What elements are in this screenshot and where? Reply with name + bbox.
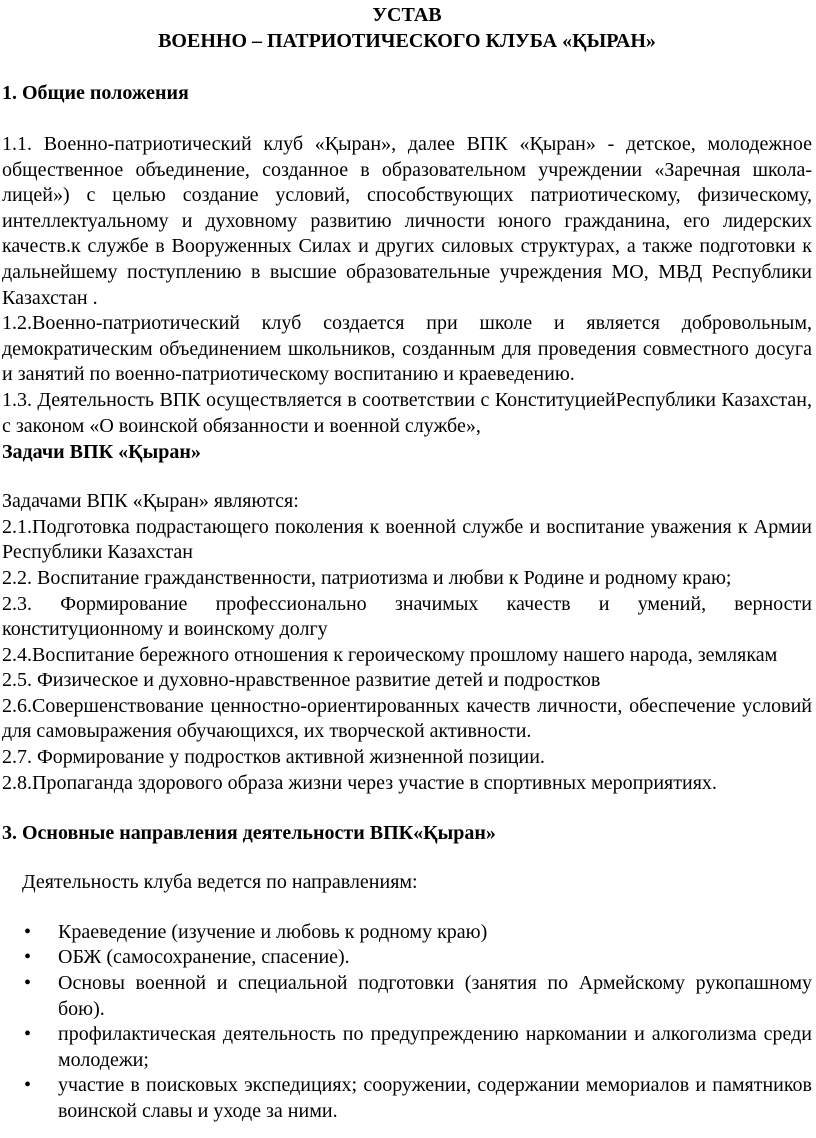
task-item: 2.8.Пропаганда здорового образа жизни через участие в спортивных мероприятиях. <box>2 771 717 794</box>
section-1-heading: 1. Общие положения <box>2 82 189 104</box>
list-item-text: Основы военной и специальной подготовки (занятия по Армейскому рукопашному бою). <box>58 972 812 1020</box>
list-item <box>2 1022 812 1073</box>
spacer <box>2 465 812 489</box>
task-item: 2.6.Совершенствование ценностно-ориентированных качеств личности, обеспечение условий для самовыражения обучающихся, их творческой активности. <box>2 694 812 743</box>
task-item: 2.4.Воспитание бережного отношения к героическому прошлому нашего народа, землякам <box>2 643 778 666</box>
paragraph-1-3: 1.3. Деятельность ВПК осуществляется в соответствии с КонституциейРеспублики Казахстан, с законом «О воинской обязанности и военной службе», <box>2 388 812 437</box>
task-item: 2.2. Воспитание гражданственности, патриотизма и любви к Родине и родному краю; <box>2 566 732 589</box>
spacer <box>2 54 812 80</box>
list-item-text: профилактическая деятельность по предупреждению наркомании и алкоголизма среди молодежи; <box>58 1023 812 1071</box>
list-item <box>2 971 812 1022</box>
paragraph-1-2: 1.2.Военно-патриотический клуб создается при школе и является добровольным, демократическим объединением школьников, созданным для проведения совместного досуга и занятий по военно-патриотическому воспитанию и краеведению. <box>2 312 812 386</box>
document-subtitle: ВОЕННО – ПАТРИОТИЧЕСКОГО КЛУБА «ҚЫРАН» <box>158 30 656 52</box>
task-item: 2.5. Физическое и духовно-нравственное развитие детей и подростков <box>2 669 601 692</box>
bullet-icon: • <box>24 920 32 943</box>
bullet-icon: • <box>24 1074 32 1097</box>
list-item-text: Краеведение (изучение и любовь к родному краю) <box>58 920 488 943</box>
section-3-intro: Деятельность клуба ведется по направлениям: <box>22 871 418 894</box>
bullet-icon: • <box>24 972 32 995</box>
list-item-text: участие в поисковых экспедициях; сооружении, содержании мемориалов и памятников воинской славы и уходе за ними. <box>58 1074 812 1122</box>
task-item: 2.1.Подготовка подрастающего поколения к военной службе и воспитание уважения к Армии Республики Казахстан <box>2 515 812 564</box>
spacer <box>2 106 812 132</box>
bullet-icon: • <box>24 946 32 969</box>
spacer <box>2 796 812 820</box>
list-item <box>2 945 812 971</box>
list-item <box>2 920 812 946</box>
list-item <box>2 1073 812 1124</box>
list-item-text: ОБЖ (самосохранение, спасение). <box>58 946 350 969</box>
section-2-heading: Задачи ВПК «Қыран» <box>2 441 201 464</box>
directions-list <box>2 920 812 1125</box>
task-item: 2.7. Формирование у подростков активной жизненной позиции. <box>2 746 545 769</box>
section-2-intro: Задачами ВПК «Қыран» являются: <box>2 490 299 513</box>
spacer <box>2 846 812 870</box>
spacer <box>2 896 812 920</box>
task-item: 2.3. Формирование профессионально значимых качеств и умений, верности конституционному и воинскому долгу <box>2 592 812 641</box>
bullet-icon: • <box>24 1023 32 1046</box>
section-3-heading: 3. Основные направления деятельности ВПК«Қыран» <box>2 822 496 845</box>
document-title: УСТАВ <box>372 4 442 26</box>
paragraph-1-1: 1.1. Военно-патриотический клуб «Қыран», далее ВПК «Қыран» - детское, молодежное общественное объединение, созданное в образовательном учреждении «Заречная школа-лицей») с целью создание условий, способствующих патриотическому, физическому, интеллектуальному и духовному развитию личности юного гражданина, его лидерских качеств.к службе в Вооруженных Силах и других силовых структурах, а также подготовки к дальнейшему поступлению в высшие образовательные учреждения МО, МВД Республики Казахстан . <box>2 133 812 309</box>
